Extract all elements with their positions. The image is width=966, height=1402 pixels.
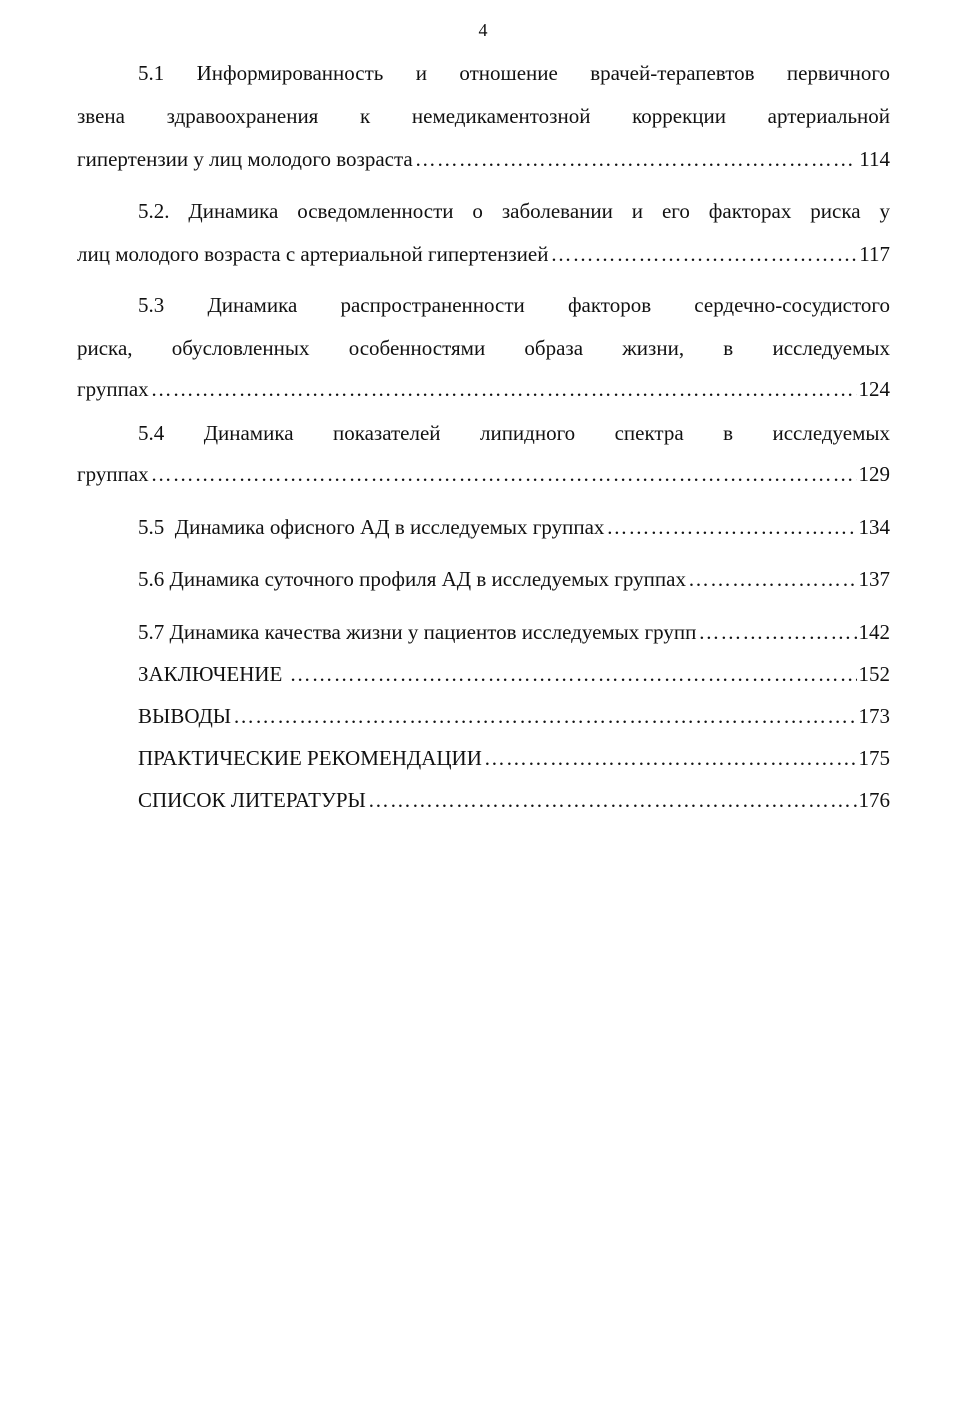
toc-page-number: 114	[859, 147, 890, 171]
toc-page-number: 152	[858, 662, 890, 686]
dot-leader	[415, 140, 858, 178]
toc-text: гипертензии у лиц молодого возраста	[77, 147, 413, 171]
dot-leader	[698, 613, 856, 651]
toc-entry-5-7	[77, 613, 890, 651]
dot-leader	[484, 739, 857, 777]
toc-line: 5.1 Информированность и отношение врачей-терапевтов первичного	[138, 61, 890, 85]
toc-line: звена здравоохранения к немедикаментозной коррекции артериальной	[77, 104, 890, 128]
toc-page-number: 137	[858, 567, 890, 591]
toc-page-number: 129	[858, 462, 890, 486]
dot-leader	[368, 781, 857, 819]
toc-text: ЗАКЛЮЧЕНИЕ	[138, 662, 288, 686]
toc-text: 5.7 Динамика качества жизни у пациентов исследуемых групп	[138, 620, 697, 644]
toc-line-last	[77, 613, 890, 651]
toc-line-last	[77, 370, 890, 408]
toc-entry-5-4	[77, 414, 890, 493]
dot-leader	[151, 370, 857, 408]
toc-line-last	[77, 697, 890, 735]
toc-page-number: 176	[858, 788, 890, 812]
toc-entry-5-3	[77, 286, 890, 408]
toc-text: СПИСОК ЛИТЕРАТУРЫ	[138, 788, 366, 812]
toc-page-number: 124	[858, 377, 890, 401]
toc-line: 5.2. Динамика осведомленности о заболевании и его факторах риска у	[138, 199, 890, 223]
toc-entry-5-6	[77, 560, 890, 598]
toc-page-number: 175	[858, 746, 890, 770]
toc-page-number: 134	[858, 515, 890, 539]
toc-entry-references	[77, 781, 890, 819]
toc-text: группах	[77, 377, 149, 401]
toc-entry-conclusion	[77, 655, 890, 693]
toc-entry-recommendations	[77, 739, 890, 777]
toc-text: группах	[77, 462, 149, 486]
toc-line: 5.4 Динамика показателей липидного спектра в исследуемых	[138, 421, 890, 445]
toc-text: 5.5 Динамика офисного АД в исследуемых группах	[138, 515, 605, 539]
toc-line-last	[77, 235, 890, 273]
dot-leader	[233, 697, 856, 735]
toc-page-number: 117	[859, 242, 890, 266]
toc-line-last	[77, 455, 890, 493]
dot-leader	[550, 235, 857, 273]
toc-text: ВЫВОДЫ	[138, 704, 232, 728]
dot-leader	[606, 508, 856, 546]
toc-line-last	[77, 140, 890, 178]
dot-leader	[151, 455, 857, 493]
toc-line-last	[77, 655, 890, 693]
toc-entry-5-1	[77, 54, 890, 178]
toc-line-last	[77, 508, 890, 546]
toc-entry-5-2	[77, 192, 890, 273]
toc-line-last	[77, 560, 890, 598]
dot-leader	[290, 655, 857, 693]
toc-text: 5.6 Динамика суточного профиля АД в исследуемых группах	[138, 567, 686, 591]
toc-line-last	[77, 739, 890, 777]
page-number: 4	[478, 20, 488, 40]
toc-line: риска, обусловленных особенностями образа жизни, в исследуемых	[77, 336, 890, 360]
toc-line-last	[77, 781, 890, 819]
toc-entry-findings	[77, 697, 890, 735]
dot-leader	[688, 560, 857, 598]
toc-text: лиц молодого возраста с артериальной гипертензией	[77, 242, 549, 266]
toc-page-number: 173	[858, 704, 890, 728]
toc-text: ПРАКТИЧЕСКИЕ РЕКОМЕНДАЦИИ	[138, 746, 482, 770]
toc-page-number: 142	[858, 620, 890, 644]
toc-entry-5-5	[77, 508, 890, 546]
toc-line: 5.3 Динамика распространенности факторов сердечно-сосудистого	[138, 293, 890, 317]
